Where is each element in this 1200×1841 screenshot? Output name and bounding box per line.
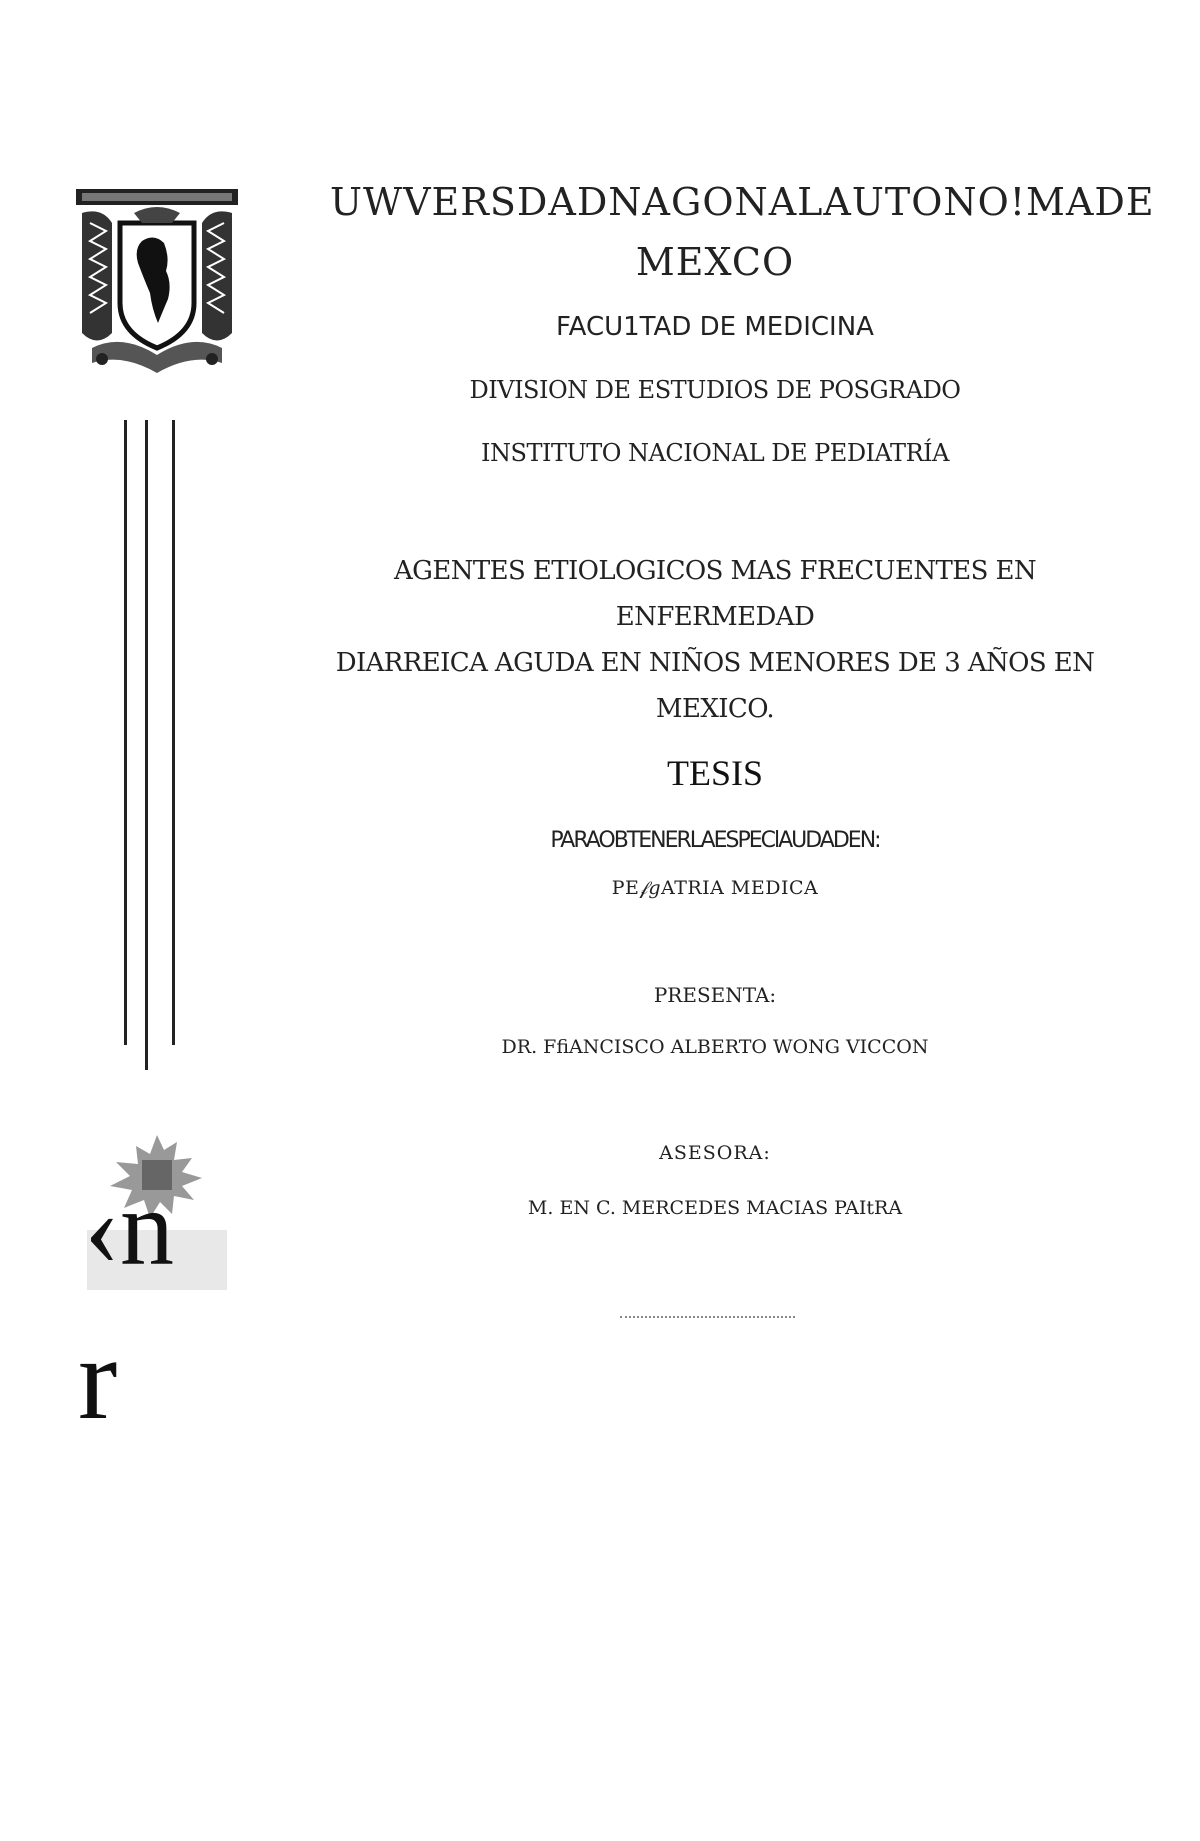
asesora-label: ASESORA: (659, 1142, 771, 1164)
faculty-name: FACU1TAD DE MEDICINA (556, 312, 874, 342)
inp-logo-text: ‹n (84, 1169, 174, 1288)
tesis-label: TESIS (666, 753, 763, 793)
presenta-label: PRESENTA: (653, 983, 777, 1007)
unam-crest-icon (72, 183, 242, 378)
thesis-title-line1: AGENTES ETIOLOGICOS MAS FRECUENTES EN ENFERMEDAD (393, 556, 1037, 632)
thesis-title-line3: MEXICO. (655, 694, 775, 724)
advisor-name: M. EN C. MERCEDES MACIAS PAItRA (527, 1197, 903, 1219)
thesis-title-line2: DIARREICA AGUDA EN NIÑOS MENORES DE 3 AÑOS EN (335, 648, 1095, 678)
specialty-name: PE𝒻𝑔ATRIA MEDICA (611, 877, 819, 899)
vertical-rule (124, 420, 127, 1045)
thesis-title (330, 548, 1100, 732)
scan-artifact-line (620, 1316, 795, 1318)
vertical-rule (172, 420, 175, 1045)
university-name-line1: UWVERSDADNAGONALAUTONO!MADE (330, 180, 1155, 224)
university-name-line2: MEXCO (635, 240, 795, 284)
division-name: DIVISION DE ESTUDIOS DE POSGRADO (469, 376, 961, 404)
institute-name: INSTITUTO NACIONAL DE PEDIATRÍA (481, 439, 949, 467)
stray-letter: r (78, 1313, 118, 1444)
university-name (330, 172, 1155, 292)
purpose-line: PARAOBTENERLAESPEClAUDADEN: (550, 828, 880, 853)
vertical-rule (145, 420, 148, 1070)
author-name: DR. FfiANCISCO ALBERTO WONG VICCON (501, 1036, 929, 1058)
